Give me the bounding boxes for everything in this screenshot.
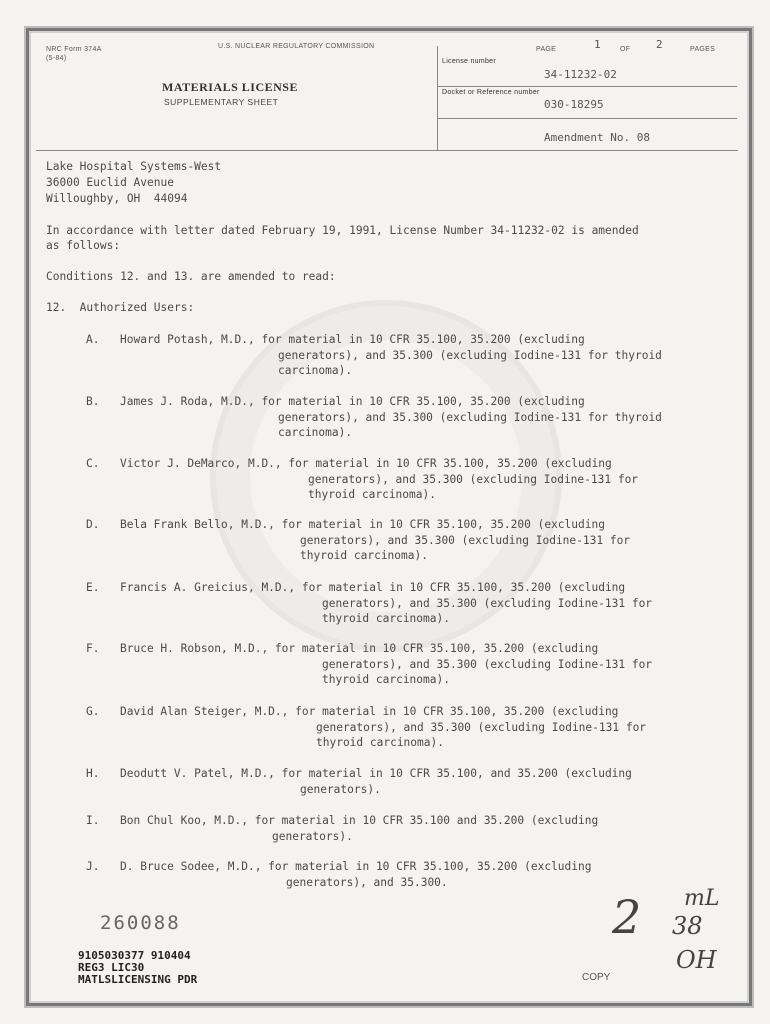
item-label: C. [86, 457, 100, 470]
item-label: J. [86, 860, 100, 873]
item-text: Victor J. DeMarco, M.D., for material in 10 CFR 35.100, 35.200 (excluding [120, 457, 612, 470]
filing-stamp-line: REG3 LIC30 [78, 961, 145, 974]
item-label: B. [86, 395, 100, 408]
header-divider [36, 150, 738, 151]
item-text-cont: generators), and 35.300 (excluding Iodine-131 for [300, 534, 631, 547]
filing-stamp-line: MATLSLICENSING PDR [78, 973, 198, 986]
item-text-cont: generators), and 35.300 (excluding Iodine-131 for [308, 473, 639, 486]
item-text-cont: generators), and 35.300 (excluding Iodine-131 for [322, 597, 653, 610]
item-text: D. Bruce Sodee, M.D., for material in 10 CFR 35.100, 35.200 (excluding [120, 860, 592, 873]
item-text-cont: carcinoma). [278, 426, 353, 439]
licensee-street: 36000 Euclid Avenue [46, 176, 174, 189]
item-text: Bon Chul Koo, M.D., for material in 10 CFR 35.100 and 35.200 (excluding [120, 814, 599, 827]
header-divider [437, 46, 438, 150]
item-text: Bruce H. Robson, M.D., for material in 10 CFR 35.100, 35.200 (excluding [120, 642, 599, 655]
page-label: PAGE [536, 46, 557, 53]
item-text-cont: thyroid carcinoma). [322, 673, 450, 686]
pages-label: PAGES [690, 46, 716, 53]
document-subtitle: SUPPLEMENTARY SHEET [164, 97, 279, 107]
document-title: MATERIALS LICENSE [162, 80, 298, 94]
intro-text-cont: as follows: [46, 239, 121, 252]
docket-number-label: Docket or Reference number [442, 89, 540, 96]
item-text-cont: generators). [300, 783, 381, 796]
handwritten-mark: OH [676, 946, 717, 974]
item-label: G. [86, 705, 100, 718]
item-text-cont: generators), and 35.300 (excluding Iodine-131 for [316, 721, 647, 734]
header-divider [437, 86, 737, 87]
handwritten-mark: 2 [612, 890, 642, 944]
item-text-cont: generators). [272, 830, 353, 843]
item-text-cont: generators), and 35.300 (excluding Iodine-131 for thyroid [278, 411, 662, 424]
item-text-cont: generators), and 35.300. [286, 876, 448, 889]
item-text-cont: generators), and 35.300 (excluding Iodine-131 for thyroid [278, 349, 662, 362]
form-date: (5-84) [46, 55, 67, 62]
handwritten-mark: mL [684, 886, 720, 911]
license-number: 34-11232-02 [544, 68, 617, 81]
agency-name: U.S. NUCLEAR REGULATORY COMMISSION [218, 43, 375, 50]
copy-mark: COPY [582, 972, 611, 983]
page-number: 1 [594, 38, 601, 51]
handwritten-mark: 38 [672, 912, 703, 940]
item-label: I. [86, 814, 100, 827]
form-id: NRC Form 374A [46, 46, 102, 53]
amendment-number: Amendment No. 08 [544, 131, 650, 144]
item-text-cont: thyroid carcinoma). [316, 736, 444, 749]
licensee-name: Lake Hospital Systems-West [46, 160, 222, 173]
item-label: A. [86, 333, 100, 346]
item-text-cont: thyroid carcinoma). [322, 612, 450, 625]
stamp-number: 260088 [100, 912, 181, 934]
licensee-city: Willoughby, OH 44094 [46, 192, 188, 205]
item-label: H. [86, 767, 100, 780]
item-text-cont: thyroid carcinoma). [300, 549, 428, 562]
item-label: D. [86, 518, 100, 531]
item-text-cont: carcinoma). [278, 364, 353, 377]
license-number-label: License number [442, 58, 497, 65]
of-label: OF [620, 46, 631, 53]
item-text: James J. Roda, M.D., for material in 10 CFR 35.100, 35.200 (excluding [120, 395, 585, 408]
item-text: Deodutt V. Patel, M.D., for material in 10 CFR 35.100, and 35.200 (excluding [120, 767, 632, 780]
item-label: E. [86, 581, 100, 594]
page-total: 2 [656, 38, 663, 51]
item-label: F. [86, 642, 100, 655]
item-text: Bela Frank Bello, M.D., for material in 10 CFR 35.100, 35.200 (excluding [120, 518, 605, 531]
section-heading: 12. Authorized Users: [46, 301, 195, 314]
item-text: Francis A. Greicius, M.D., for material in 10 CFR 35.100, 35.200 (excluding [120, 581, 626, 594]
item-text-cont: thyroid carcinoma). [308, 488, 436, 501]
item-text: Howard Potash, M.D., for material in 10 CFR 35.100, 35.200 (excluding [120, 333, 585, 346]
intro-text: In accordance with letter dated February 19, 1991, License Number 34-11232-02 is amended [46, 224, 639, 237]
header-divider [437, 118, 737, 119]
item-text: David Alan Steiger, M.D., for material in 10 CFR 35.100, 35.200 (excluding [120, 705, 619, 718]
conditions-text: Conditions 12. and 13. are amended to read: [46, 270, 336, 283]
filing-stamp-line: 9105030377 910404 [78, 949, 191, 962]
docket-number: 030-18295 [544, 98, 604, 111]
item-text-cont: generators), and 35.300 (excluding Iodine-131 for [322, 658, 653, 671]
